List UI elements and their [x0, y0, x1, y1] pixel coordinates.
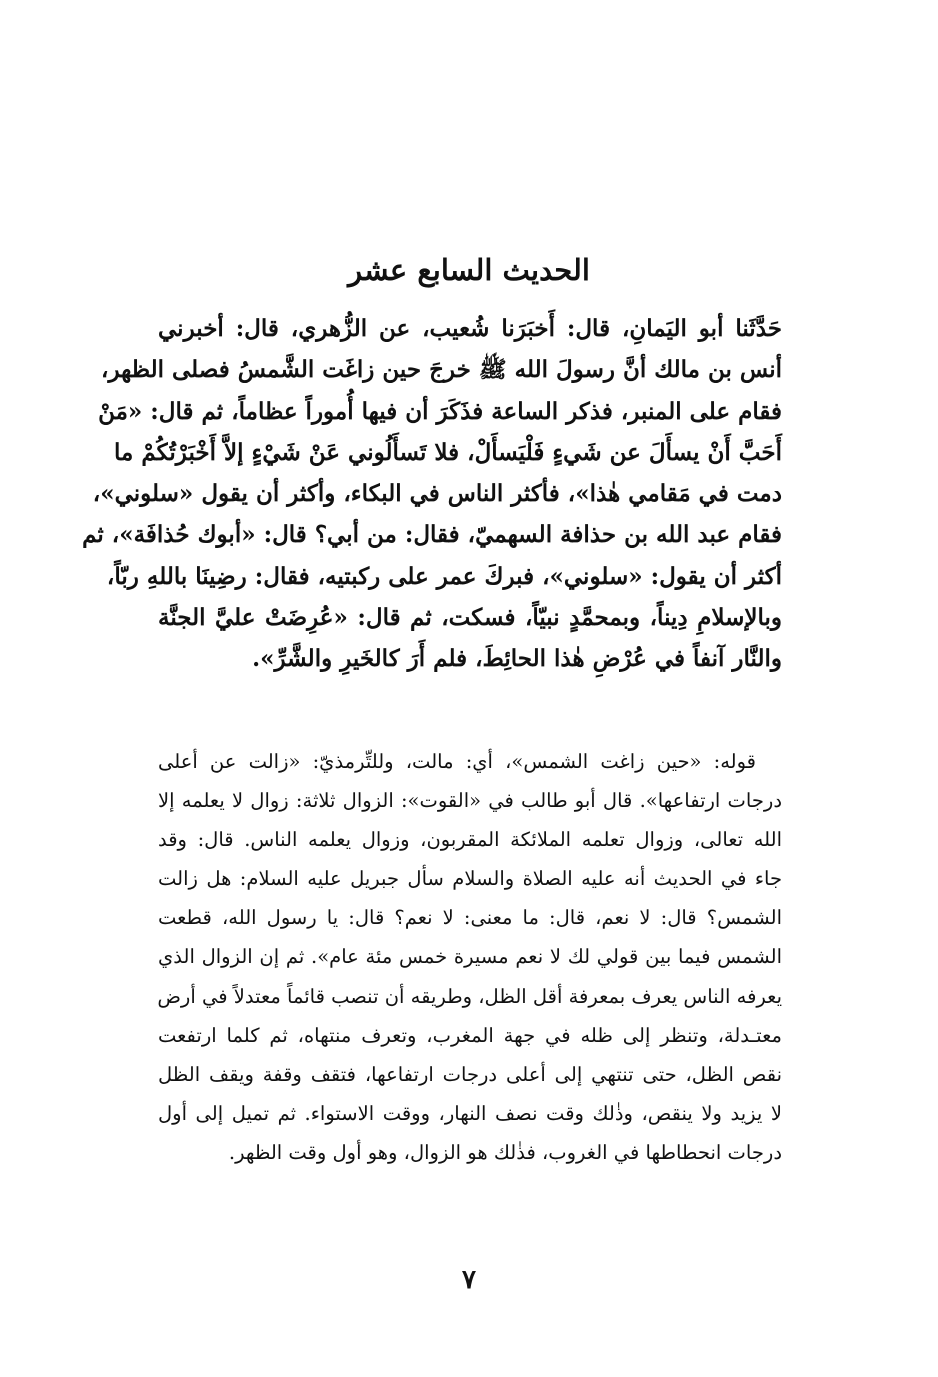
commentary-text — [158, 742, 782, 1172]
chapter-title: الحديث السابع عشر — [348, 253, 590, 287]
hadith-line: حَدَّثَنا أبو اليَمانِ، قال: أَخبَرَنا شُعيب، عن الزُّهري، قال: أخبرني — [158, 315, 782, 342]
hadith-line: وبالإسلامِ دِيناً، وبمحمَّدٍ نبيّاً، فسكت، ثم قال: «عُرِضَتْ عليَّ الجنَّة — [158, 604, 782, 632]
hadith-line: أنس بن مالك أنَّ رسولَ الله ﷺ خرجَ حين زاغَت الشَّمسُ فصلى الظهر، — [101, 356, 782, 384]
commentary-line: الله تعالى، وزوال تعلمه الملائكة المقربون، وزوال يعلمه الناس. قال: وقد — [158, 828, 782, 852]
commentary-line: جاء في الحديث أنه عليه الصلاة والسلام سأل جبريل عليه السلام: هل زالت — [158, 867, 782, 891]
hadith-line: والنَّار آنفاً في عُرْضِ هٰذا الحائِطَ، فلم أَرَ كالخَيرِ والشَّرِّ». — [252, 645, 782, 673]
commentary-line: لا يزيد ولا ينقص، وذٰلك وقت نصف النهار، ووقت الاستواء. ثم تميل إلى أول — [158, 1101, 782, 1125]
commentary-line: درجات ارتفاعها». قال أبو طالب في «القوت»: الزوال ثلاثة: زوال لا يعلمه إلا — [158, 789, 782, 813]
commentary-line: معتـدلة، وتنظر إلى ظله في جهة المغرب، وتعرف منتهاه، ثم كلما ارتفعت — [158, 1023, 782, 1047]
commentary-line: قوله: «حين زاغت الشمس»، أي: مالت، وللتِّرمذيّ: «زالت عن أعلى — [158, 750, 756, 773]
commentary-line: نقص الظل، حتى تنتهي إلى أعلى درجات ارتفاعها، فتقف وقفة ويقف الظل — [158, 1062, 782, 1086]
hadith-line: أكثر أن يقول: «سلوني»، فبركَ عمر على ركبتيه، فقال: رضِينَا باللهِ ربّاً، — [106, 562, 782, 590]
hadith-line: فقام على المنبر، فذكر الساعة فذَكَرَ أن فيها أُموراً عظاماً، ثم قال: «مَنْ — [98, 397, 782, 425]
commentary-line: الشمس؟ قال: لا نعم، قال: ما معنى: لا نعم؟ قال: يا رسول الله، قطعت — [158, 906, 782, 930]
hadith-line: دمت في مَقامي هٰذا»، فأكثر الناس في البكاء، وأكثر أن يقول «سلوني»، — [92, 480, 782, 508]
hadith-line: أَحَبَّ أَنْ يسأَلَ عن شَيءٍ فَلْيَسأَلْ، فلا تَسأَلُوني عَنْ شَيْءٍ إلاَّ أَخْبَرْتُكُمْ ما — [114, 438, 782, 466]
commentary-line: درجات انحطاطها في الغروب، فذٰلك هو الزوال، وهو أول وقت الظهر. — [228, 1140, 782, 1164]
commentary-line: يعرفه الناس يعرف بمعرفة أقل الظل، وطريقه أن تنصب قائماً معتدلاً في أرض — [157, 984, 782, 1008]
hadith-text — [82, 308, 782, 680]
commentary-line: الشمس فيما بين قولي لك لا نعم مسيرة خمس مئة عام». ثم إن الزوال الذي — [158, 945, 782, 969]
page-number: ٧ — [462, 1265, 476, 1295]
hadith-line: فقام عبد الله بن حذافة السهميّ، فقال: من أبي؟ قال: «أبوك حُذافَة»، ثم — [82, 521, 782, 549]
